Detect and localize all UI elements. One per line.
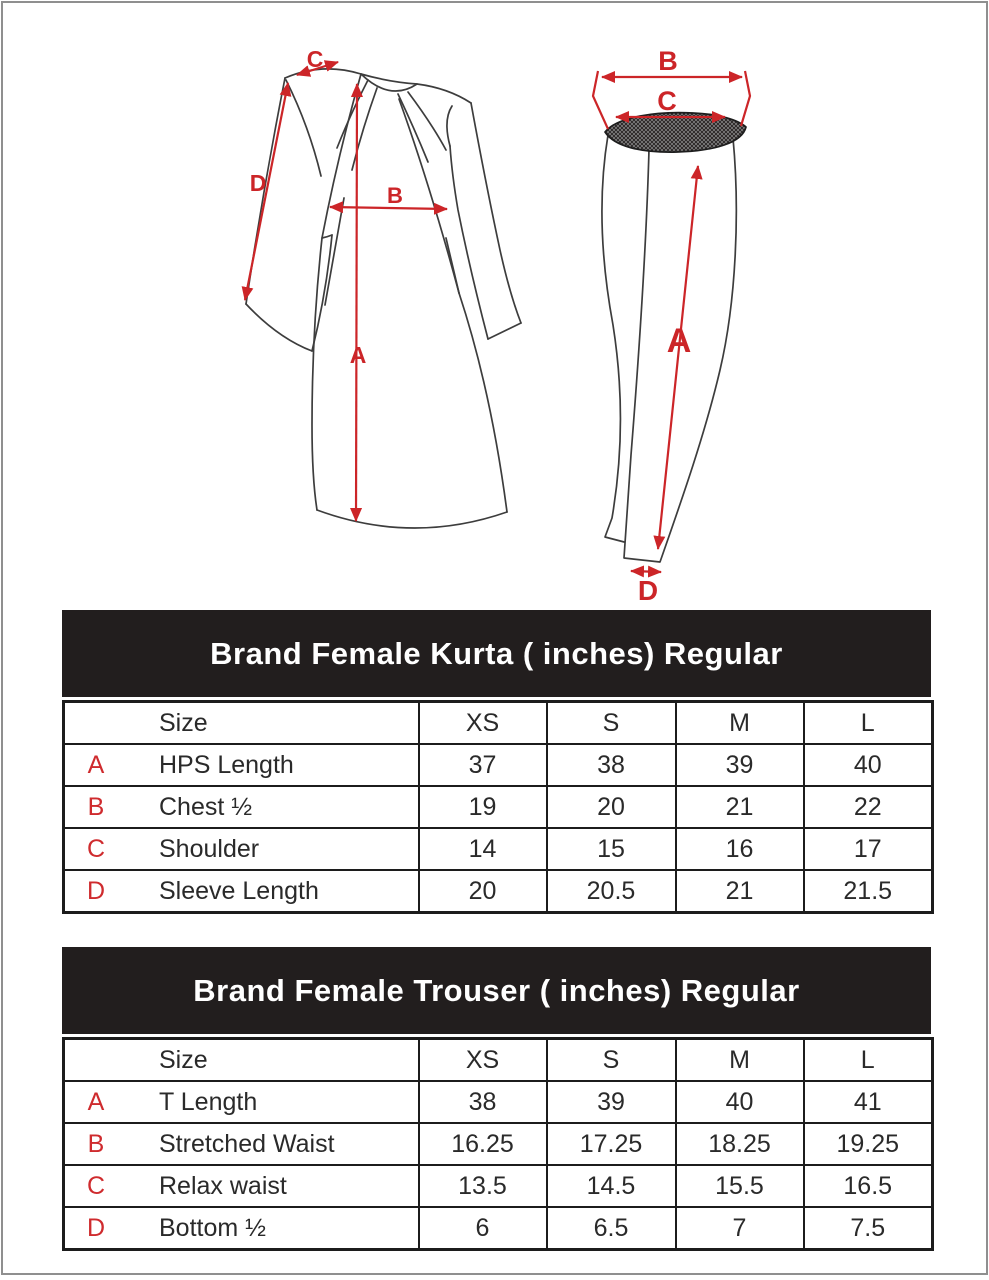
value-cell: 19.25 (804, 1123, 933, 1165)
value-cell: 16.25 (419, 1123, 547, 1165)
value-cell: 40 (676, 1081, 804, 1123)
kurta-size-chart (62, 610, 931, 914)
garment-diagram-svg (0, 0, 989, 600)
row-label: Relax waist (159, 1171, 287, 1200)
kurta-measure-label-a: A (349, 342, 367, 368)
size-header-l: L (804, 702, 933, 745)
kurta-pleat-line (398, 94, 428, 162)
value-cell: 22 (804, 786, 933, 828)
row-label: Sleeve Length (159, 876, 319, 905)
row-key: A (87, 1087, 105, 1116)
value-cell: 7.5 (804, 1207, 933, 1250)
value-cell: 39 (547, 1081, 676, 1123)
value-cell: 17 (804, 828, 933, 870)
table-row (64, 1207, 933, 1250)
value-cell: 21 (676, 786, 804, 828)
kurta-neckband (361, 74, 417, 91)
size-column-header: Size (159, 1045, 208, 1074)
kurta-measure-label-c: C (306, 46, 324, 72)
value-cell: 7 (676, 1207, 804, 1250)
table-row (64, 1081, 933, 1123)
kurta-measure-label-d: D (249, 170, 267, 196)
value-cell: 17.25 (547, 1123, 676, 1165)
kurta-hem (317, 510, 507, 528)
kurta-right-cuff (488, 323, 521, 339)
row-key: C (86, 834, 106, 863)
value-cell: 14.5 (547, 1165, 676, 1207)
value-cell: 37 (419, 744, 547, 786)
value-cell: 38 (419, 1081, 547, 1123)
row-label: Stretched Waist (159, 1129, 335, 1158)
row-key: D (86, 876, 106, 905)
trouser-measure-b-bracket-right (741, 71, 750, 126)
size-header-m: M (676, 702, 804, 745)
row-key: B (87, 1129, 105, 1158)
kurta-measure-label-b: B (387, 183, 403, 208)
value-cell: 6 (419, 1207, 547, 1250)
table-row (64, 870, 933, 913)
kurta-sketch (246, 69, 521, 528)
kurta-right-overlap-line (446, 238, 459, 293)
kurta-right-sleeve-inner (450, 146, 488, 339)
trouser-measure-label-b: B (658, 46, 678, 76)
table-row (64, 786, 933, 828)
row-key: A (87, 750, 105, 779)
kurta-table-title: Brand Female Kurta ( inches) Regular (62, 610, 931, 697)
trouser-measure-label-c: C (657, 86, 677, 116)
trouser-measure-label-a: A (666, 322, 692, 360)
kurta-left-front-edge (312, 74, 361, 510)
size-header-s: S (547, 1039, 676, 1082)
row-label: Shoulder (159, 834, 260, 863)
kurta-right-front-edge (399, 99, 459, 293)
kurta-table (62, 700, 934, 914)
kurta-left-overlap-line (325, 198, 344, 305)
table-header-row (64, 1039, 933, 1082)
kurta-measure-a-arrow (356, 84, 357, 521)
size-header-xs: XS (419, 702, 547, 745)
trouser-measure-b-bracket-left (593, 71, 608, 129)
trouser-size-chart (62, 947, 931, 1251)
kurta-right-armhole (447, 106, 452, 146)
size-column-header: Size (159, 708, 208, 737)
size-header-s: S (547, 702, 676, 745)
measurement-diagram (0, 0, 989, 600)
row-label: HPS Length (159, 750, 294, 779)
value-cell: 21 (676, 870, 804, 913)
table-row (64, 1165, 933, 1207)
value-cell: 19 (419, 786, 547, 828)
row-label: Chest ½ (159, 792, 253, 821)
kurta-pleat-line (337, 80, 368, 148)
kurta-right-sleeve-outer (471, 103, 521, 323)
value-cell: 16.5 (804, 1165, 933, 1207)
kurta-right-shoulder-seam (417, 84, 471, 103)
row-key: D (86, 1213, 106, 1242)
value-cell: 13.5 (419, 1165, 547, 1207)
table-row (64, 744, 933, 786)
trouser-table (62, 1037, 934, 1251)
table-header-row (64, 702, 933, 745)
value-cell: 40 (804, 744, 933, 786)
trouser-measure-label-d: D (637, 575, 659, 600)
kurta-left-cuff (246, 304, 312, 351)
value-cell: 39 (676, 744, 804, 786)
value-cell: 41 (804, 1081, 933, 1123)
size-header-m: M (676, 1039, 804, 1082)
row-key: C (86, 1171, 106, 1200)
value-cell: 6.5 (547, 1207, 676, 1250)
value-cell: 20 (419, 870, 547, 913)
value-cell: 16 (676, 828, 804, 870)
row-label: Bottom ½ (159, 1213, 266, 1242)
size-header-l: L (804, 1039, 933, 1082)
table-row (64, 828, 933, 870)
kurta-left-shoulder-seam (286, 80, 321, 176)
value-cell: 15.5 (676, 1165, 804, 1207)
kurta-left-underarm-join (322, 235, 332, 238)
row-label: T Length (159, 1087, 258, 1116)
value-cell: 14 (419, 828, 547, 870)
table-row (64, 1123, 933, 1165)
value-cell: 15 (547, 828, 676, 870)
value-cell: 38 (547, 744, 676, 786)
size-header-xs: XS (419, 1039, 547, 1082)
trouser-measure-d-arrow (631, 571, 661, 572)
value-cell: 18.25 (676, 1123, 804, 1165)
value-cell: 20 (547, 786, 676, 828)
kurta-right-body-edge (459, 293, 507, 512)
value-cell: 21.5 (804, 870, 933, 913)
trouser-table-title: Brand Female Trouser ( inches) Regular (62, 947, 931, 1034)
value-cell: 20.5 (547, 870, 676, 913)
row-key: B (87, 792, 105, 821)
